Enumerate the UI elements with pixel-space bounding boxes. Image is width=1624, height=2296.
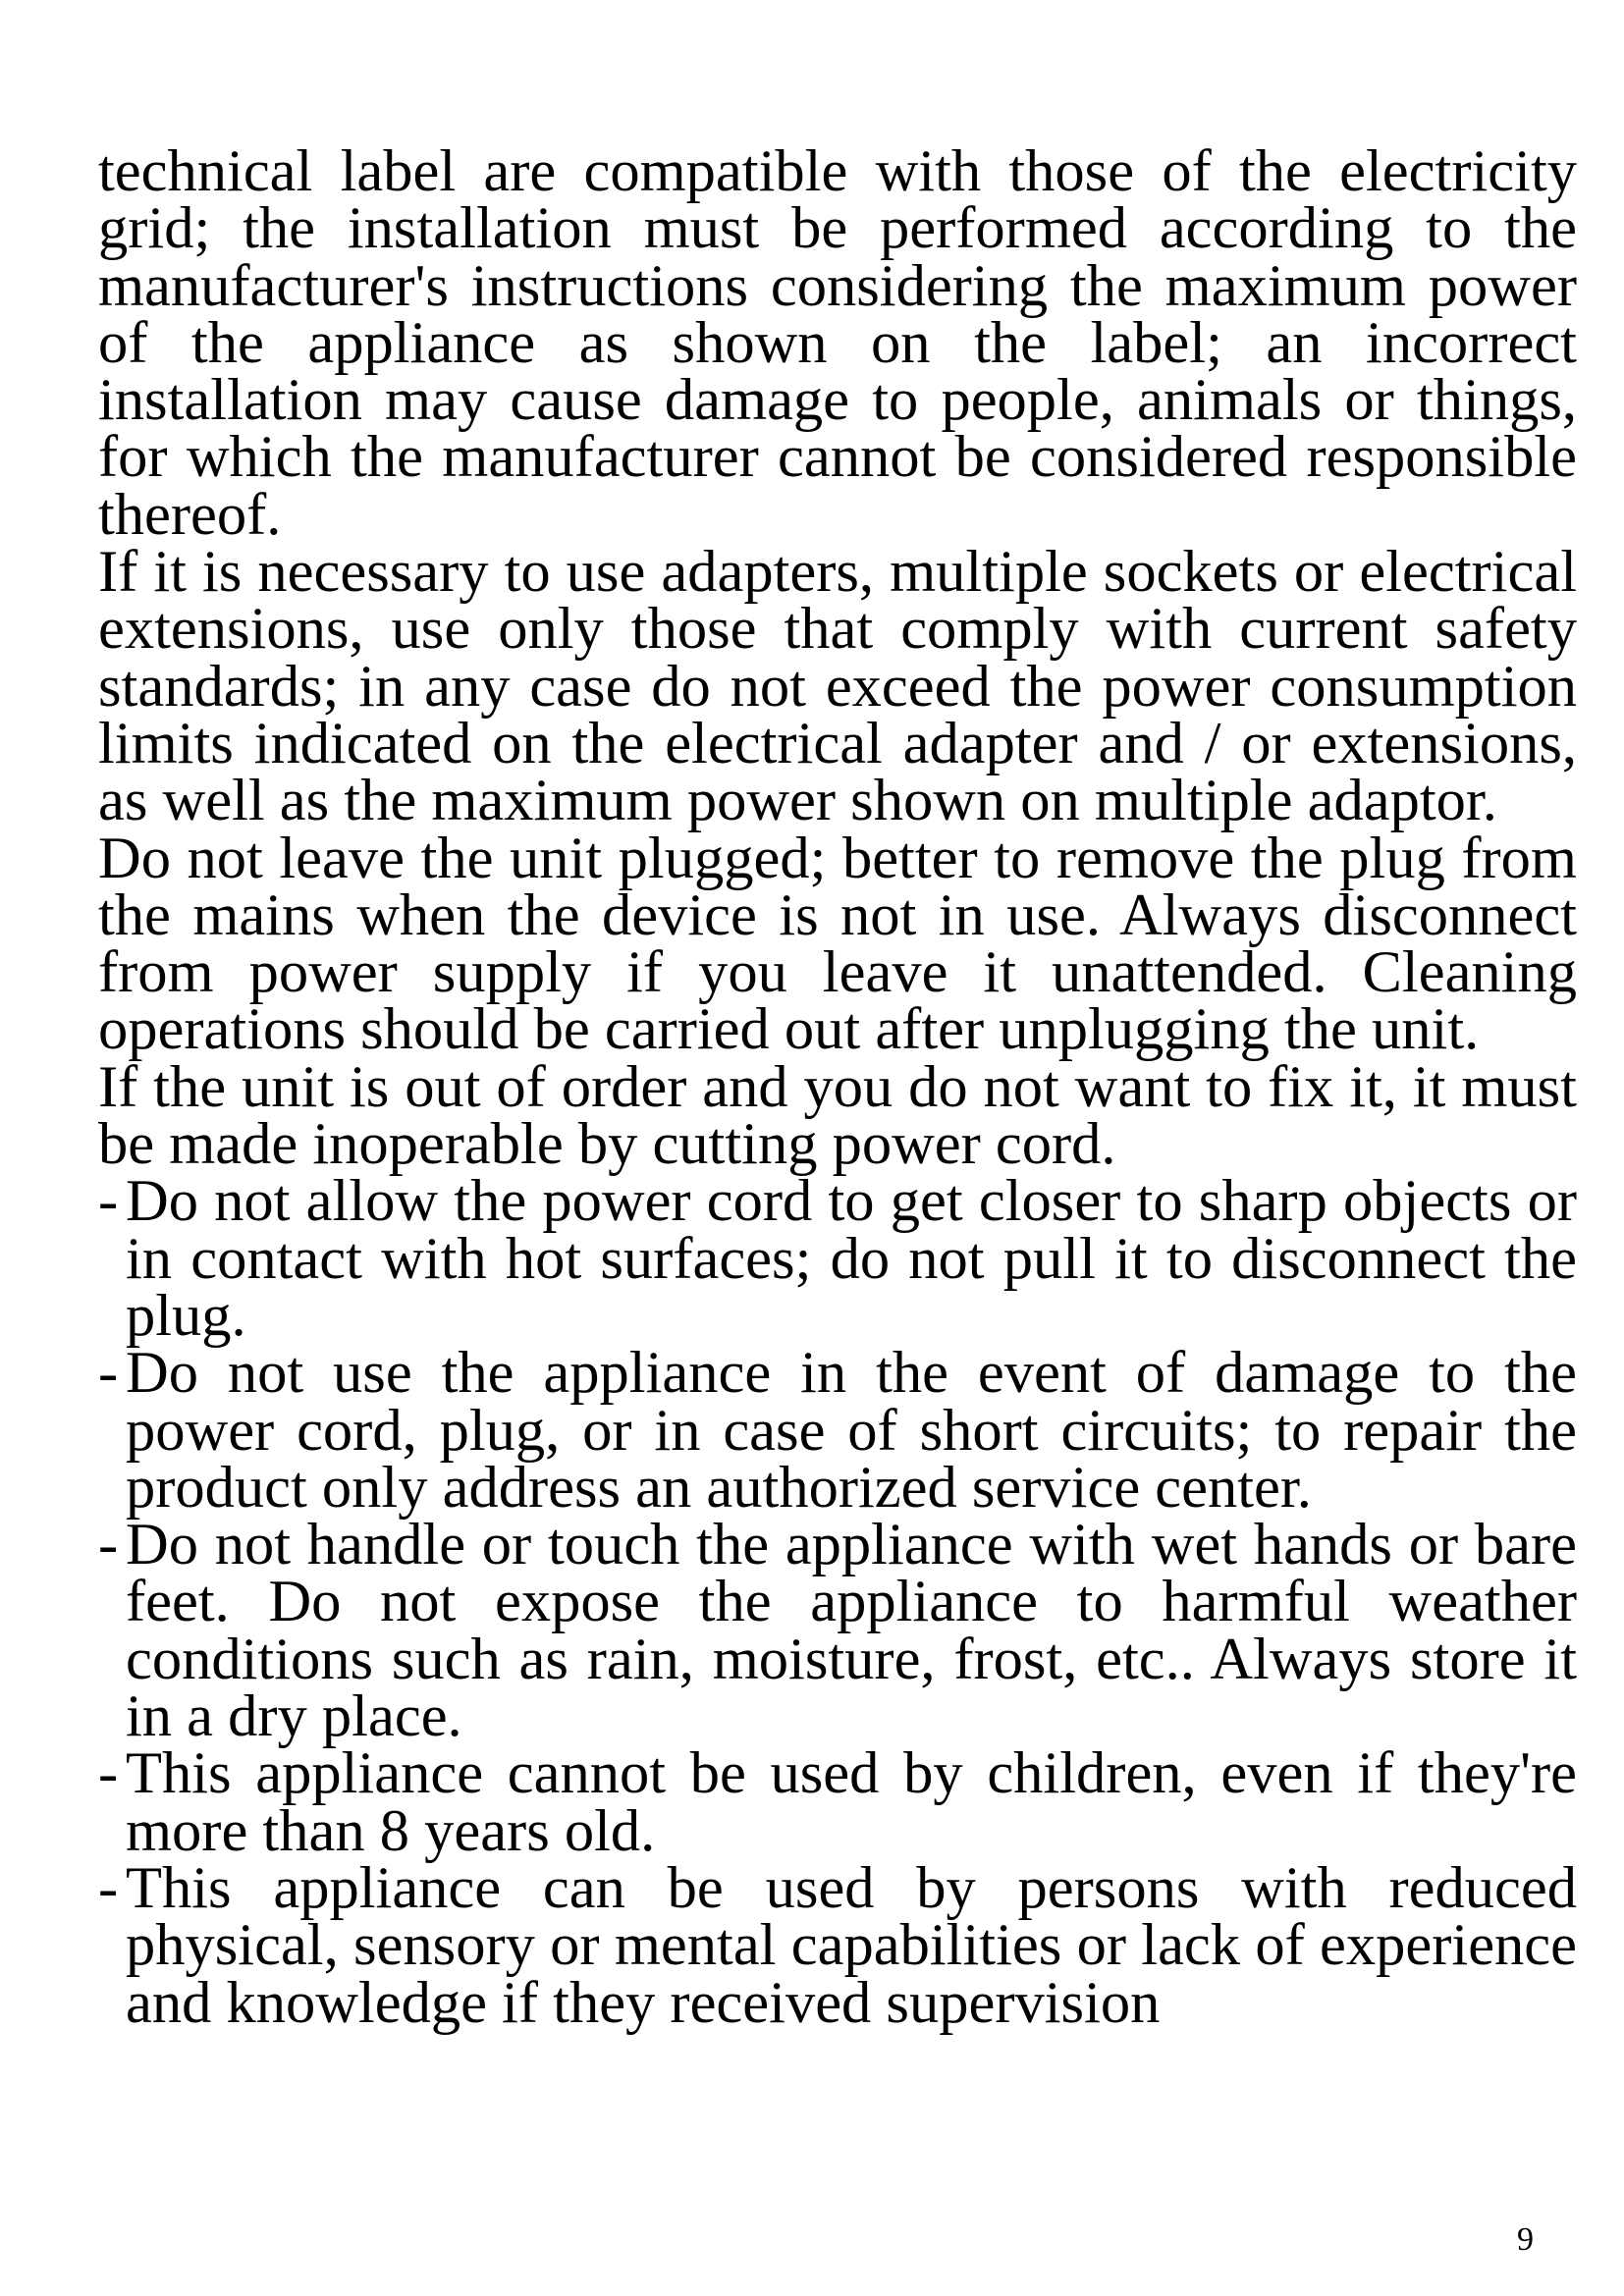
paragraph-out-of-order: If the unit is out of order and you do not want to fix it, it must be made inoperable by cutting power cord. bbox=[98, 1053, 1577, 1178]
list-item-text: Do not use the appliance in the event of damage to the power cord, plug, or in case of short circuits; to repair the product only address an authorized service center. bbox=[126, 1340, 1577, 1521]
list-marker: - bbox=[98, 1740, 119, 1807]
page-content bbox=[98, 138, 1577, 2036]
list-item-text: Do not allow the power cord to get closer to sharp objects or in contact with hot surfaces; do not pull it to disconnect the plug. bbox=[126, 1168, 1577, 1349]
list-item-text: This appliance can be used by persons with reduced physical, sensory or mental capabilities or lack of experience and knowledge if they received supervision bbox=[126, 1854, 1577, 2036]
paragraph-adapters: If it is necessary to use adapters, multiple sockets or electrical extensions, use only those that comply with current safety standards; in any case do not exceed the power consumption limits indicated on the electrical adapter and / or extensions, as well as the maximum power shown on multiple adaptor. bbox=[98, 539, 1577, 834]
paragraph-technical-label: technical label are compatible with those of the electricity grid; the installation must be performed according to the manufacturer's instructions considering the maximum power of the appliance as shown on the label; an incorrect installation may cause damage to people, animals or things, for which the manufacturer cannot be considered responsible thereof. bbox=[98, 138, 1577, 548]
list-item bbox=[98, 1512, 1577, 1750]
list-item bbox=[98, 1740, 1577, 1864]
list-item bbox=[98, 1854, 1577, 2036]
paragraph-unplug: Do not leave the unit plugged; better to remove the plug from the mains when the device is not in use. Always disconnect from power supply if you leave it unattended. Cleaning operations should be carried out after unplugging the unit. bbox=[98, 825, 1577, 1063]
list-item-text: Do not handle or touch the appliance with wet hands or bare feet. Do not expose the appliance to harmful weather conditions such as rain, moisture, frost, etc.. Always store it in a dry place. bbox=[126, 1512, 1577, 1750]
list-marker: - bbox=[98, 1854, 119, 1921]
list-item bbox=[98, 1168, 1577, 1349]
list-marker: - bbox=[98, 1340, 119, 1407]
list-marker: - bbox=[98, 1512, 119, 1578]
list-marker: - bbox=[98, 1168, 119, 1235]
list-item bbox=[98, 1340, 1577, 1521]
list-item-text: This appliance cannot be used by children, even if they're more than 8 years old. bbox=[126, 1740, 1577, 1864]
page-number: 9 bbox=[1517, 2221, 1534, 2258]
